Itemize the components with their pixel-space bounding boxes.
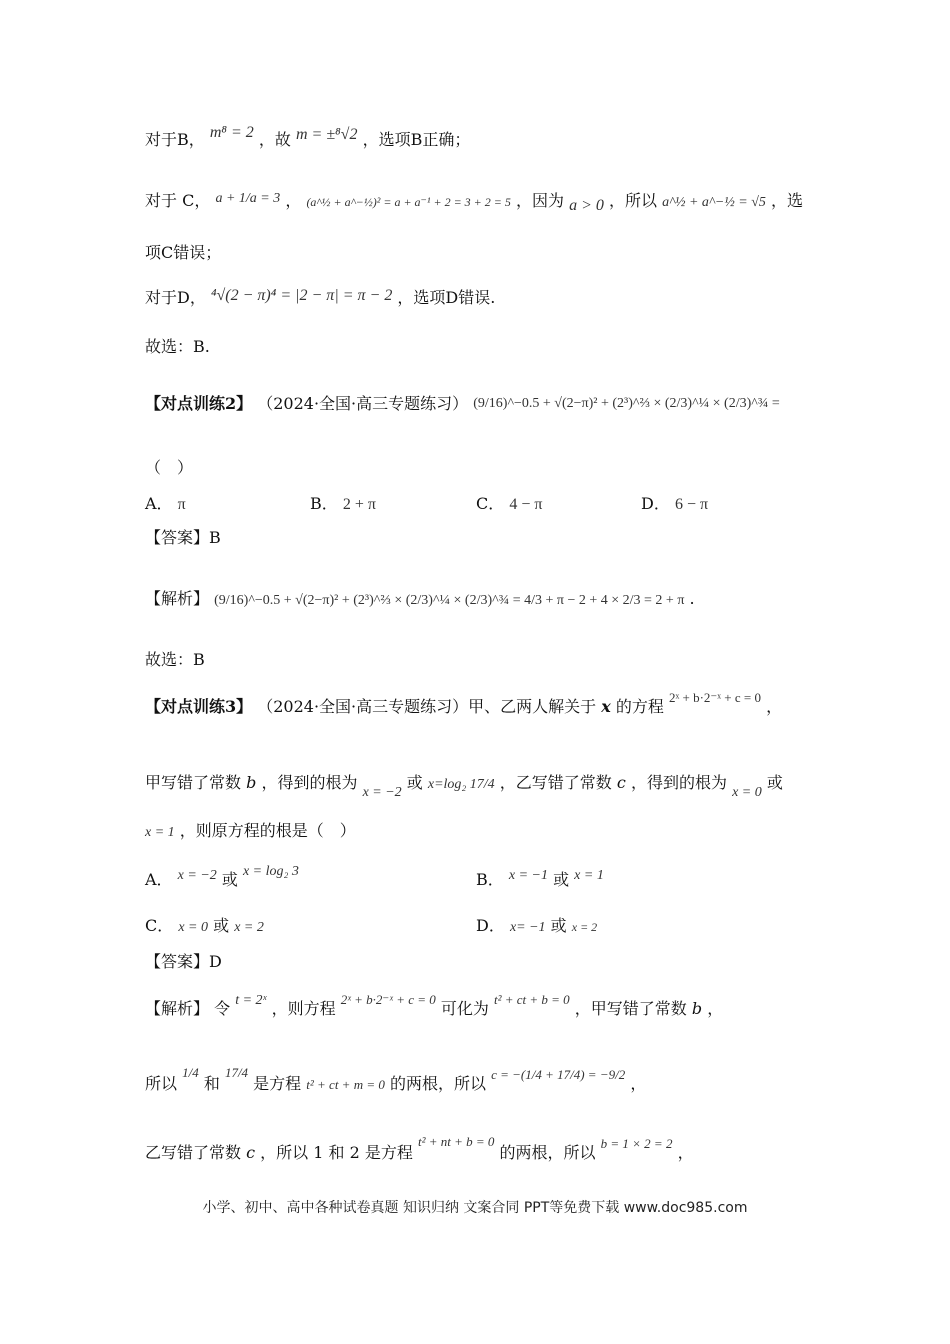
text: 或	[213, 916, 230, 935]
text: ，	[677, 1143, 694, 1162]
analysis-line3	[145, 1134, 694, 1164]
option-letter: C．	[476, 494, 505, 513]
text: ，选项D错误.	[397, 288, 496, 307]
text: 所以	[145, 1074, 178, 1093]
analysis	[145, 589, 695, 611]
math-expression: c = −(1/4 + 17/4) = −9/2	[491, 1067, 626, 1082]
math-expression: x = −2	[177, 868, 217, 883]
answer: 【答案】B	[145, 528, 221, 547]
math-expression: m⁸ = 2	[209, 124, 254, 141]
question-label: 【对点训练3】	[145, 697, 253, 716]
math-expression: x = 0	[178, 920, 209, 935]
option-d	[476, 916, 597, 938]
paragraph-option-c	[145, 191, 803, 213]
paragraph-option-d	[145, 288, 495, 309]
text: ，甲写错了常数	[574, 999, 687, 1018]
option-letter: B．	[310, 494, 338, 513]
math-expression: (9/16)^−0.5 + √(2−π)² + (2³)^⅔ × (2/3)^¼ × (2/3)^¾ =	[473, 396, 780, 411]
text: 或	[221, 870, 238, 889]
text: 可化为	[440, 999, 489, 1018]
math-expression: (9/16)^−0.5 + √(2−π)² + (2³)^⅔ × (2/3)^¼ × (2/3)^¾ = 4/3 + π − 2 + 4 × 2/3 = 2 + π	[214, 593, 685, 608]
text: ，选	[771, 191, 804, 210]
conclusion: 故选：B.	[145, 337, 210, 356]
option-letter: D．	[476, 916, 505, 935]
math-expression: x = −1	[508, 868, 548, 883]
text: 是方程	[253, 1074, 302, 1093]
math-expression: x = 1	[574, 868, 604, 883]
option-letter: D．	[641, 494, 670, 513]
math-expression: a > 0	[569, 197, 604, 214]
math-expression: x= −1	[509, 920, 546, 935]
variable: x	[601, 697, 611, 716]
option-letter: A．	[145, 494, 173, 513]
option-value: 4 − π	[509, 496, 543, 513]
text: 乙写错了常数	[145, 1143, 242, 1162]
text: ，	[285, 191, 302, 210]
variable: c	[246, 1143, 256, 1162]
text: 或	[550, 916, 567, 935]
math-expression: x = 2	[234, 920, 264, 935]
answer-blank: （ ）	[145, 458, 194, 477]
text: ，则原方程的根是（ ）	[179, 821, 356, 840]
math-expression: m = ±⁸√2	[295, 126, 358, 143]
question-text: （2024·全国·高三专题练习）甲、乙两人解关于	[257, 697, 597, 716]
math-expression: x = 0	[732, 785, 762, 800]
text: 对于B，	[145, 130, 205, 149]
text: ，乙写错了常数	[499, 773, 612, 792]
text: 或	[406, 773, 423, 792]
variable: b	[691, 999, 703, 1018]
math-expression: ⁴√(2 − π)⁴ = |2 − π| = π − 2	[210, 287, 393, 304]
text: 和	[203, 1074, 220, 1093]
text: ，得到的根为	[630, 773, 727, 792]
option-c	[476, 494, 542, 515]
option-a	[145, 494, 186, 515]
text: 对于D，	[145, 288, 206, 307]
option-letter: B．	[476, 870, 504, 889]
math-expression: 2ˣ + b·2⁻ˣ + c = 0	[668, 690, 761, 705]
variable: c	[616, 773, 626, 792]
option-letter: C．	[145, 916, 174, 935]
math-expression: a^½ + a^−½ = √5	[662, 195, 766, 210]
option-letter: A．	[145, 870, 173, 889]
text: 令	[214, 999, 231, 1018]
text: ，	[630, 1074, 647, 1093]
text: ，	[707, 999, 724, 1018]
text: ，选项B正确；	[362, 130, 471, 149]
option-c	[145, 916, 264, 938]
text: 对于 C，	[145, 191, 211, 210]
math-expression: t² + nt + b = 0	[417, 1134, 495, 1149]
option-value: π	[177, 496, 186, 513]
text: ，故	[258, 130, 291, 149]
math-expression: x = log₂ 3	[242, 864, 299, 879]
question-train-2	[145, 394, 780, 416]
option-a	[145, 864, 299, 889]
paragraph-option-b	[145, 124, 471, 151]
text: ，	[766, 697, 783, 716]
analysis-line2	[145, 1065, 647, 1095]
text: 甲写错了常数	[145, 773, 242, 792]
text: 或	[766, 773, 783, 792]
question-text-line3	[145, 821, 356, 843]
question-train-3	[145, 690, 783, 718]
math-expression: t² + ct + m = 0	[306, 1077, 385, 1092]
text: ，因为	[515, 191, 564, 210]
text: ，得到的根为	[261, 773, 358, 792]
option-value: 2 + π	[342, 496, 376, 513]
math-expression: x = 2	[571, 920, 598, 934]
math-fraction: 1/4	[182, 1065, 199, 1080]
text: ，则方程	[271, 999, 336, 1018]
text: ，所以	[608, 191, 657, 210]
text: 或	[553, 870, 570, 889]
analysis-label: 【解析】	[145, 589, 210, 608]
analysis-line1	[145, 992, 724, 1021]
math-fraction: 17/4	[224, 1065, 249, 1080]
answer: 【答案】D	[145, 952, 222, 971]
question-text: 的方程	[615, 697, 664, 716]
math-expression: x=log₂ 17/4	[427, 777, 495, 792]
math-expression: t² + ct + b = 0	[493, 992, 570, 1007]
conclusion: 故选：B	[145, 650, 205, 669]
math-expression: x = −2	[362, 785, 402, 800]
analysis-label: 【解析】	[145, 999, 210, 1018]
math-expression: 2ˣ + b·2⁻ˣ + c = 0	[340, 992, 436, 1007]
question-label: 【对点训练2】	[145, 394, 253, 413]
text: ，所以 1 和 2 是方程	[260, 1143, 413, 1162]
question-source: （2024·全国·高三专题练习）	[257, 394, 469, 413]
text: 的两根，所以	[499, 1143, 596, 1162]
math-expression: a + 1/a = 3	[215, 191, 281, 206]
math-expression: x = 1	[145, 825, 175, 840]
math-expression: (a^½ + a^−½)² = a + a⁻¹ + 2 = 3 + 2 = 5	[306, 195, 511, 209]
math-expression: t = 2ˣ	[235, 993, 267, 1008]
option-d	[641, 494, 708, 515]
variable: b	[246, 773, 257, 792]
option-b	[310, 494, 376, 515]
page-footer: 小学、初中、高中各种试卷真题 知识归纳 文案合同 PPT等免费下载 www.doc985.com	[202, 1200, 748, 1216]
text: 的两根，所以	[389, 1074, 486, 1093]
question-text-line2	[145, 773, 783, 800]
paragraph-continuation: 项C错误；	[145, 243, 222, 262]
text: .	[689, 589, 695, 608]
option-b	[476, 864, 604, 889]
option-value: 6 − π	[674, 496, 709, 513]
math-expression: b = 1 × 2 = 2	[600, 1136, 673, 1151]
